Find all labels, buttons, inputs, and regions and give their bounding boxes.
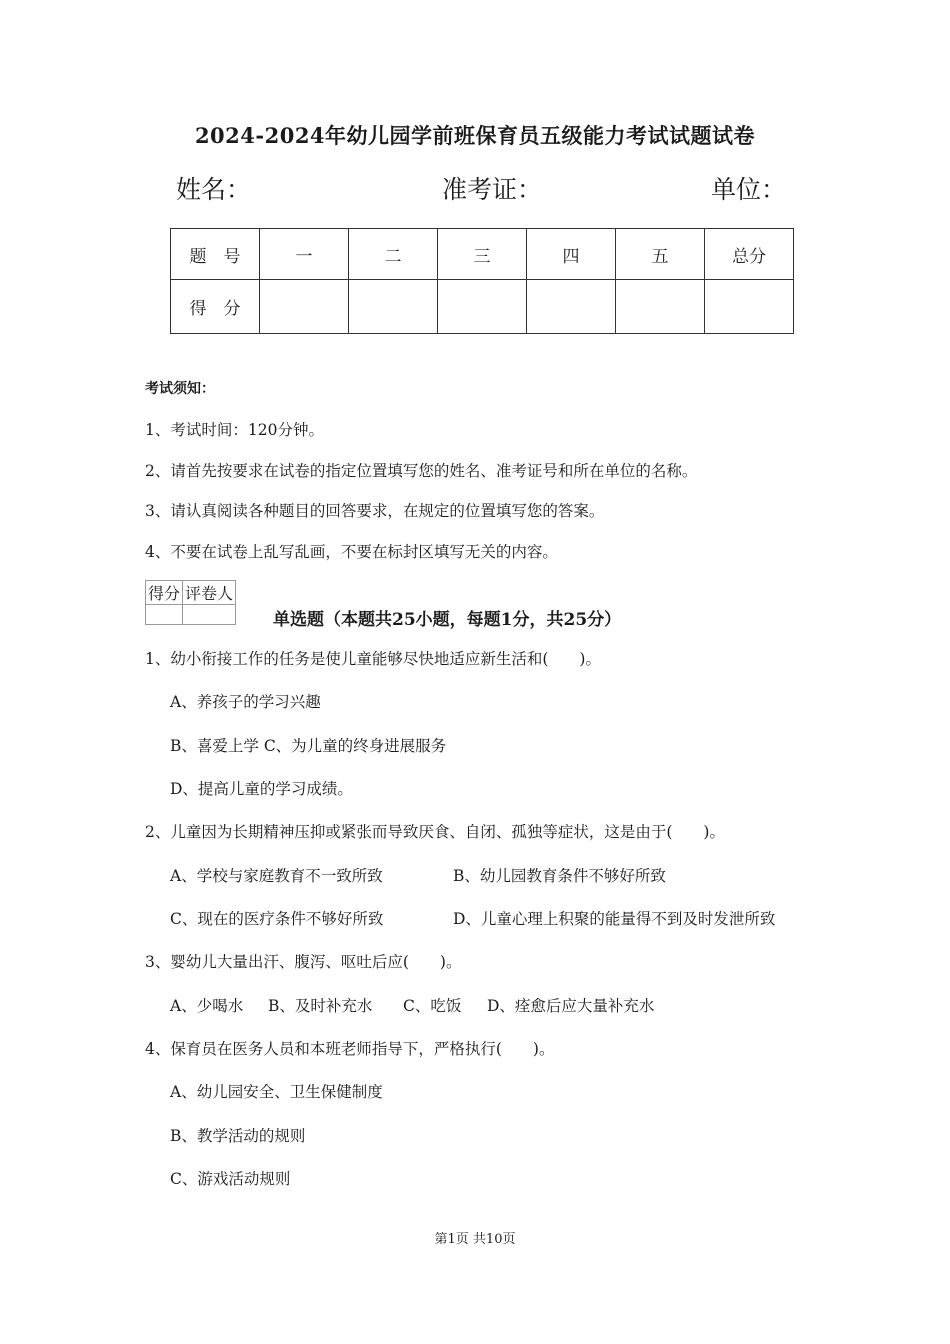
notice-heading: 考试须知： [145,381,215,397]
score-cell[interactable] [527,280,616,334]
question-4-option-a: A、幼儿园安全、卫生保健制度 [170,1083,383,1101]
score-cell[interactable] [705,280,794,334]
header-cell-2: 二 [349,229,438,280]
header-cell-1: 一 [260,229,349,280]
question-4-option-c: C、游戏活动规则 [170,1170,291,1188]
question-2-option-d: D、儿童心理上积聚的能量得不到及时发泄所致 [453,910,776,928]
question-1-option-d: D、提高儿童的学习成绩。 [170,780,353,798]
question-1-option-a: A、养孩子的学习兴趣 [170,693,321,711]
header-cell-4: 四 [527,229,616,280]
exam-id-field-label: 准考证： [442,175,543,204]
header-cell-3: 三 [438,229,527,280]
question-3-option-a: A、少喝水 [170,997,244,1015]
question-2-stem: 2、儿童因为长期精神压抑或紧张而导致厌食、自闭、孤独等症状，这是由于( )。 [145,823,725,841]
question-3-option-b: B、及时补充水 [268,997,373,1015]
question-2-option-a: A、学校与家庭教育不一致所致 [170,867,383,885]
question-3-stem: 3、婴幼儿大量出汗、腹泻、呕吐后应( )。 [145,953,462,971]
grader-score-cell[interactable] [146,605,183,625]
question-4-stem: 4、保育员在医务人员和本班老师指导下，严格执行( )。 [145,1040,555,1058]
header-cell-label: 题 号 [171,229,260,280]
question-2-option-c: C、现在的医疗条件不够好所致 [170,910,384,928]
score-table [170,228,794,334]
notice-item: 2、请首先按要求在试卷的指定位置填写您的姓名、准考证号和所在单位的名称。 [145,462,698,480]
question-1-stem: 1、幼小衔接工作的任务是使儿童能够尽快地适应新生活和( )。 [145,650,601,668]
question-1-option-b: B、喜爱上学 C、为儿童的终身进展服务 [170,737,447,755]
score-table-score-row [171,280,794,334]
grader-name-cell[interactable] [183,605,236,625]
notice-item: 1、考试时间：120分钟。 [145,421,324,439]
grader-label: 评卷人 [183,581,236,605]
notice-item: 4、不要在试卷上乱写乱画，不要在标封区填写无关的内容。 [145,543,558,561]
question-3-option-c: C、吃饭 [403,997,462,1015]
score-cell[interactable] [438,280,527,334]
section-title: 单选题（本题共25小题，每题1分，共25分） [273,610,622,630]
score-cell[interactable] [616,280,705,334]
question-4-option-b: B、教学活动的规则 [170,1127,306,1145]
score-row-label: 得 分 [171,280,260,334]
score-cell[interactable] [349,280,438,334]
score-cell[interactable] [260,280,349,334]
page-title: 2024-2024年幼儿园学前班保育员五级能力考试试题试卷 [194,123,756,148]
name-field-label: 姓名： [176,175,252,204]
page-footer: 第1页 共10页 [434,1232,516,1247]
notice-item: 3、请认真阅读各种题目的回答要求，在规定的位置填写您的答案。 [145,502,605,520]
header-cell-total: 总分 [705,229,794,280]
question-3-option-d: D、痊愈后应大量补充水 [487,997,655,1015]
grader-score-label: 得分 [146,581,183,605]
header-cell-5: 五 [616,229,705,280]
unit-field-label: 单位： [711,175,787,204]
score-table-header-row [171,229,794,280]
grader-table [145,580,236,625]
question-2-option-b: B、幼儿园教育条件不够好所致 [453,867,666,885]
